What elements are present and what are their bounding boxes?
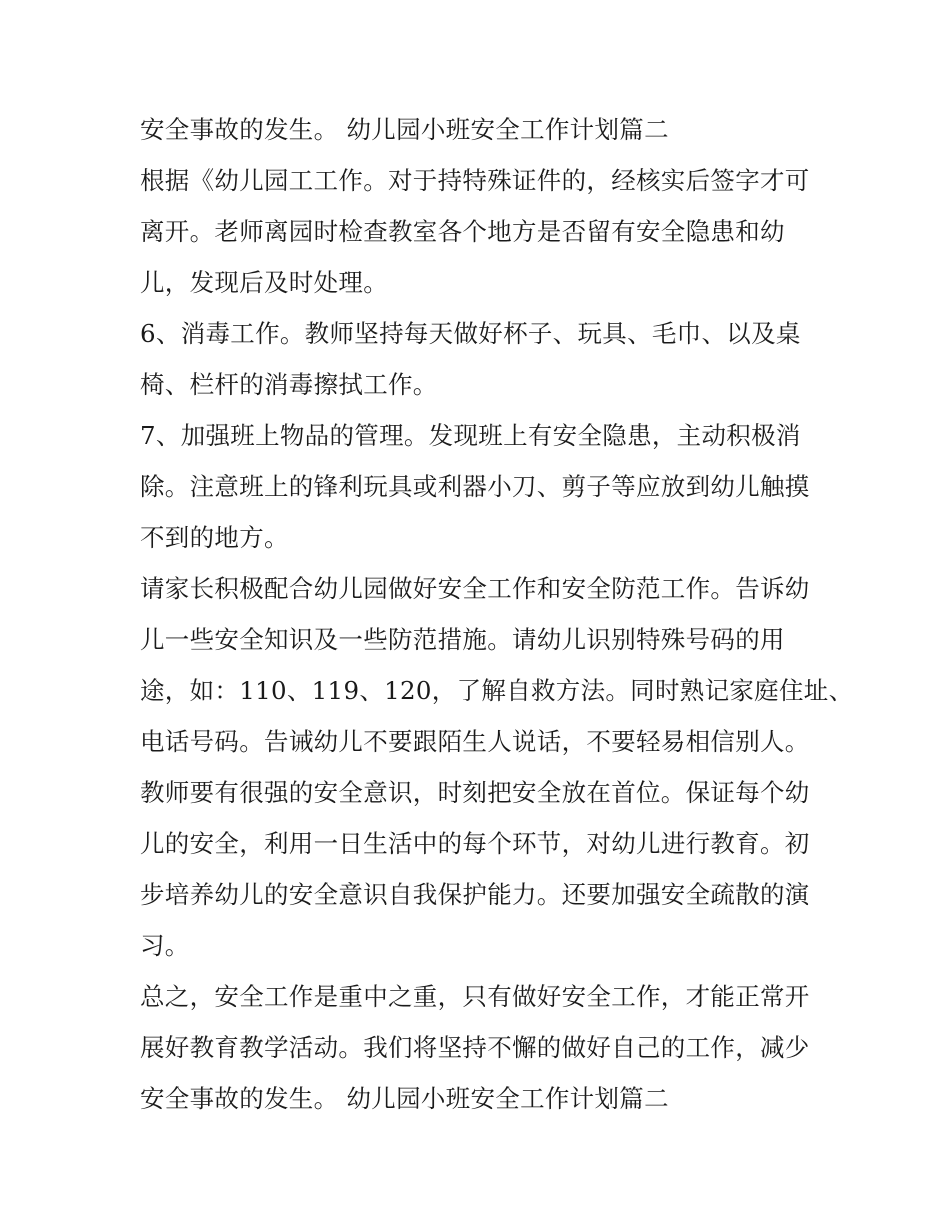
- text-line: 请家长积极配合幼儿园做好安全工作和安全防范工作。告诉幼: [140, 574, 810, 603]
- text-line: 儿一些安全知识及一些防范措施。请幼儿识别特殊号码的用: [140, 625, 785, 654]
- text-line: 除。注意班上的锋利玩具或利器小刀、剪子等应放到幼儿触摸: [140, 472, 810, 501]
- paragraph-item-6-disinfection: [140, 308, 820, 410]
- text-line: 儿，发现后及时处理。: [140, 268, 388, 297]
- text-line: 展好教育教学活动。我们将坚持不懈的做好自己的工作，减少: [140, 1033, 810, 1062]
- text-line: 安全事故的发生。 幼儿园小班安全工作计划篇二: [140, 1084, 669, 1113]
- paragraph-parent-cooperation: [140, 563, 854, 971]
- text-line: 途，如：110、119、120，了解自救方法。同时熟记家庭住址、: [140, 676, 854, 705]
- text-line: 6、消毒工作。教师坚持每天做好杯子、玩具、毛巾、以及桌: [140, 319, 801, 348]
- paragraph-intro: [140, 104, 820, 155]
- paragraph-item-7-items-management: [140, 410, 820, 563]
- text-line: 7、加强班上物品的管理。发现班上有安全隐患，主动积极消: [140, 421, 801, 450]
- text-line: 儿的安全，利用一日生活中的每个环节，对幼儿进行教育。初: [140, 829, 810, 858]
- text-line: 不到的地方。: [140, 523, 289, 552]
- paragraph-conclusion: [140, 971, 820, 1124]
- text-line: 总之，安全工作是重中之重，只有做好安全工作，才能正常开: [140, 982, 810, 1011]
- text-line: 步培养幼儿的安全意识自我保护能力。还要加强安全疏散的演: [140, 880, 810, 909]
- paragraph-pickup-rules: [140, 155, 820, 308]
- text-line: 安全事故的发生。 幼儿园小班安全工作计划篇二: [140, 115, 669, 144]
- text-line: 根据《幼儿园工工作。对于持特殊证件的，经核实后签字才可: [140, 166, 810, 195]
- text-line: 教师要有很强的安全意识，时刻把安全放在首位。保证每个幼: [140, 778, 810, 807]
- document-body: [140, 104, 854, 1124]
- text-line: 电话号码。告诫幼儿不要跟陌生人说话，不要轻易相信别人。: [140, 727, 810, 756]
- text-line: 椅、栏杆的消毒擦拭工作。: [140, 370, 438, 399]
- text-line: 习。: [140, 931, 190, 960]
- text-line: 离开。老师离园时检查教室各个地方是否留有安全隐患和幼: [140, 217, 785, 246]
